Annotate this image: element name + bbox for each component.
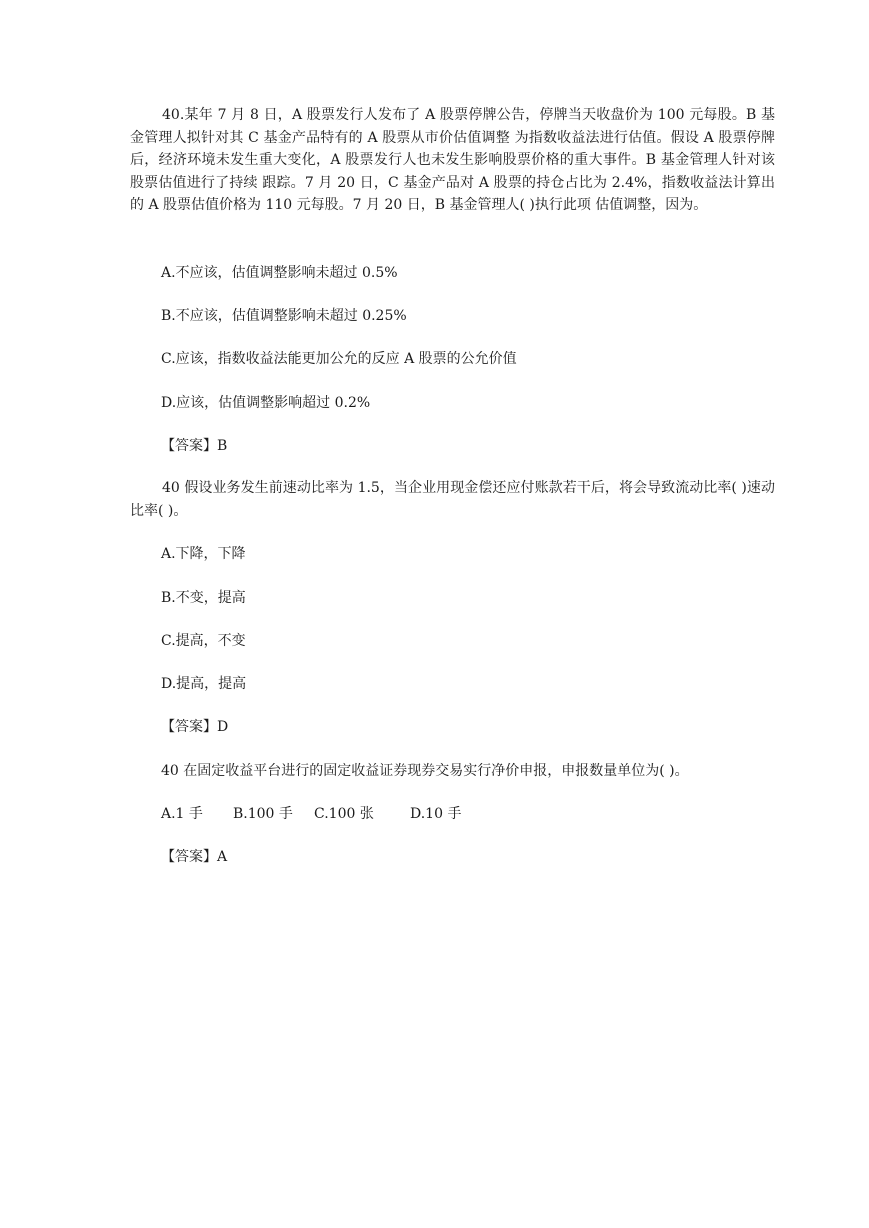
question-3-options [161, 803, 461, 825]
question-3-option-d: D.10 手 [410, 806, 462, 822]
question-1-option-c: C.应该，指数收益法能更加公允的反应 A 股票的公允价值 [161, 351, 517, 367]
question-3-option-a: A.1 手 [161, 806, 203, 822]
question-1-option-a: A.不应该，估值调整影响未超过 0.5% [161, 265, 398, 281]
question-3-option-c: C.100 张 [314, 806, 374, 822]
question-2-option-d: D.提高，提高 [161, 676, 247, 692]
question-1-option-b: B.不应该，估值调整影响未超过 0.25% [161, 308, 407, 324]
question-2-stem: 40 假设业务发生前速动比率为 1.5，当企业用现金偿还应付账款若干后，将会导致流动比率( )速动比率( )。 [130, 480, 775, 519]
question-3-option-b: B.100 手 [233, 806, 293, 822]
question-2-answer: 【答案】D [161, 719, 229, 735]
question-3-stem: 40 在固定收益平台进行的固定收益证券现券交易实行净价申报，申报数量单位为( )。 [161, 763, 689, 779]
question-1-stem: 40.某年 7 月 8 日，A 股票发行人发布了 A 股票停牌公告，停牌当天收盘价为 100 元每股。B 基金管理人拟针对其 C 基金产品特有的 A 股票从市价估值调整 为指数收益法进行估值。假设 A 股票停牌后，经济环境未发生重大变化，A 股票发行人也未发生影响股票价格的重大事件。B 基金管理人针对该股票估值进行了持续 跟踪。7 月 20 日，C 基金产品对 A 股票的持仓占比为 2.4%，指数收益法计算出的 A 股票估值价格为 110 元每股。7 月 20 日，B 基金管理人( )执行此项 估值调整，因为。 [130, 107, 775, 213]
question-2-option-b: B.不变，提高 [161, 590, 246, 606]
question-3-answer: 【答案】A [161, 849, 228, 865]
question-2-option-c: C.提高，不变 [161, 633, 246, 649]
question-1-answer: 【答案】B [161, 438, 228, 454]
question-1-option-d: D.应该，估值调整影响超过 0.2% [161, 395, 371, 411]
question-2-option-a: A.下降，下降 [161, 546, 246, 562]
